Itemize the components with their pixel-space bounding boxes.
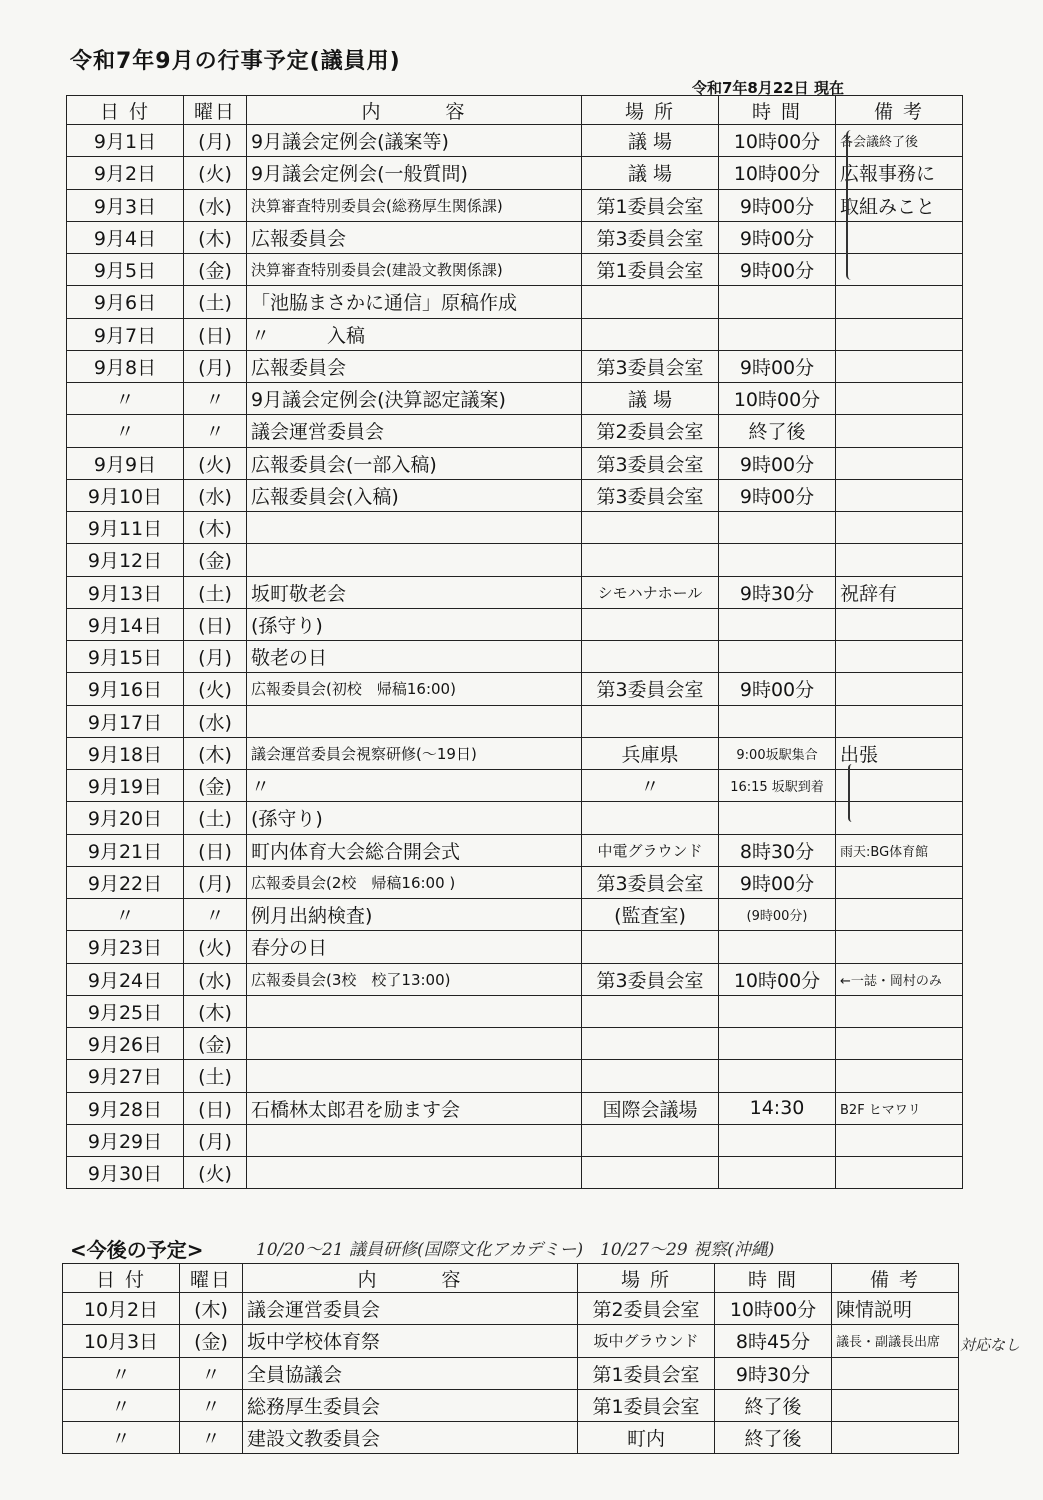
cell-notes: 議長・副議長出席 <box>832 1325 959 1357</box>
table-row <box>67 963 963 995</box>
table-row <box>67 931 963 963</box>
cell-time: 10時00分 <box>719 157 836 189</box>
cell-dow: (土) <box>184 802 247 834</box>
cell-date: 9月30日 <box>67 1157 184 1189</box>
upcoming-heading: <今後の予定> <box>70 1238 204 1262</box>
cell-time: 9時00分 <box>719 673 836 705</box>
cell-content: 決算審査特別委員会(総務厚生関係課) <box>247 189 582 221</box>
cell-dow: 〃 <box>184 415 247 447</box>
table-row <box>67 254 963 286</box>
cell-content <box>247 1060 582 1092</box>
page-title: 令和7年9月の行事予定(議員用) <box>70 49 401 74</box>
cell-dow: (水) <box>184 705 247 737</box>
cell-place: 第3委員会室 <box>582 963 719 995</box>
cell-date: 9月24日 <box>67 963 184 995</box>
cell-notes <box>836 705 963 737</box>
cell-time: 10時00分 <box>719 125 836 157</box>
cell-notes <box>836 479 963 511</box>
cell-time: 終了後 <box>719 415 836 447</box>
header-notes: 備 考 <box>832 1264 959 1293</box>
cell-time: 9時00分 <box>719 447 836 479</box>
cell-place: 町内 <box>578 1422 715 1454</box>
cell-time: 14:30 <box>719 1092 836 1124</box>
cell-time <box>719 705 836 737</box>
cell-dow: (金) <box>184 1028 247 1060</box>
cell-content: 坂町敬老会 <box>247 576 582 608</box>
cell-date: 9月18日 <box>67 737 184 769</box>
cell-place: 議 場 <box>582 125 719 157</box>
cell-time <box>719 1028 836 1060</box>
cell-dow: (火) <box>184 931 247 963</box>
header-time: 時 間 <box>715 1264 832 1293</box>
cell-notes <box>836 512 963 544</box>
cell-content: 「池脇まさかに通信」原稿作成 <box>247 286 582 318</box>
cell-date: 9月14日 <box>67 608 184 640</box>
cell-date: 9月17日 <box>67 705 184 737</box>
cell-content: 広報委員会(初校 帰稿16:00) <box>247 673 582 705</box>
cell-time: 8時30分 <box>719 834 836 866</box>
cell-place: 国際会議場 <box>582 1092 719 1124</box>
cell-content: 議会運営委員会視察研修(～19日) <box>247 737 582 769</box>
table-row <box>67 802 963 834</box>
cell-place: 第3委員会室 <box>582 350 719 382</box>
cell-date: 9月11日 <box>67 512 184 544</box>
cell-time: 10時00分 <box>715 1293 832 1325</box>
cell-content: (孫守り) <box>247 608 582 640</box>
cell-date: 〃 <box>67 415 184 447</box>
cell-time <box>719 1124 836 1156</box>
table-row <box>67 1092 963 1124</box>
cell-place: 第3委員会室 <box>582 866 719 898</box>
cell-content: 例月出納検査) <box>247 899 582 931</box>
cell-place: 第1委員会室 <box>578 1389 715 1421</box>
cell-date: 9月19日 <box>67 770 184 802</box>
cell-notes: 出張 <box>836 737 963 769</box>
cell-date: 9月8日 <box>67 350 184 382</box>
header-time: 時 間 <box>719 96 836 125</box>
table-row <box>67 705 963 737</box>
header-notes: 備 考 <box>836 96 963 125</box>
cell-content: 総務厚生委員会 <box>243 1389 578 1421</box>
cell-content <box>247 1124 582 1156</box>
cell-time: 10時00分 <box>719 383 836 415</box>
cell-date: 9月23日 <box>67 931 184 963</box>
cell-dow: (水) <box>184 479 247 511</box>
cell-content: 〃 入稿 <box>247 318 582 350</box>
table-row <box>67 1124 963 1156</box>
cell-content: 広報委員会(3校 校了13:00) <box>247 963 582 995</box>
cell-place: 第2委員会室 <box>578 1293 715 1325</box>
cell-date: 9月1日 <box>67 125 184 157</box>
header-dow: 曜日 <box>184 96 247 125</box>
cell-time <box>719 1060 836 1092</box>
cell-dow: (金) <box>184 544 247 576</box>
table-row <box>67 512 963 544</box>
cell-dow: (土) <box>184 576 247 608</box>
cell-dow: 〃 <box>184 383 247 415</box>
upcoming-handwritten-note: 10/20～21 議員研修(国際文化アカデミー) 10/27～29 視察(沖縄) <box>256 1240 775 1260</box>
cell-place <box>582 286 719 318</box>
cell-date: 9月22日 <box>67 866 184 898</box>
table-row <box>63 1293 959 1325</box>
table-row <box>63 1422 959 1454</box>
cell-place <box>582 318 719 350</box>
cell-time: (9時00分) <box>719 899 836 931</box>
cell-notes: 祝辞有 <box>836 576 963 608</box>
cell-dow: 〃 <box>180 1422 243 1454</box>
cell-time: 10時00分 <box>719 963 836 995</box>
cell-notes <box>836 544 963 576</box>
table-row <box>67 383 963 415</box>
cell-dow: (土) <box>184 1060 247 1092</box>
cell-content: 石橋林太郎君を励ます会 <box>247 1092 582 1124</box>
cell-place: 議 場 <box>582 157 719 189</box>
cell-notes <box>836 673 963 705</box>
cell-dow: (木) <box>180 1293 243 1325</box>
header-content: 内 容 <box>247 96 582 125</box>
upcoming-header-row <box>63 1264 959 1293</box>
cell-notes <box>836 1157 963 1189</box>
cell-place <box>582 512 719 544</box>
cell-dow: (木) <box>184 737 247 769</box>
cell-time <box>719 802 836 834</box>
cell-dow: (金) <box>180 1325 243 1357</box>
cell-time <box>719 1157 836 1189</box>
header-place: 場 所 <box>578 1264 715 1293</box>
table-row <box>67 447 963 479</box>
table-row <box>67 350 963 382</box>
table-row <box>67 415 963 447</box>
cell-notes <box>836 350 963 382</box>
cell-content: 春分の日 <box>247 931 582 963</box>
as-of-date: 令和7年8月22日 現在 <box>692 79 844 97</box>
cell-date: 10月3日 <box>63 1325 180 1357</box>
cell-dow: (火) <box>184 673 247 705</box>
cell-place: 第2委員会室 <box>582 415 719 447</box>
cell-place: 第3委員会室 <box>582 221 719 253</box>
table-row <box>67 641 963 673</box>
table-row <box>63 1325 959 1357</box>
cell-content: 広報委員会 <box>247 350 582 382</box>
cell-content: 広報委員会(入稿) <box>247 479 582 511</box>
cell-place: 議 場 <box>582 383 719 415</box>
cell-date: 9月3日 <box>67 189 184 221</box>
cell-content: (孫守り) <box>247 802 582 834</box>
table-row <box>67 157 963 189</box>
cell-date: 9月2日 <box>67 157 184 189</box>
cell-time: 8時45分 <box>715 1325 832 1357</box>
upcoming-table <box>62 1263 959 1454</box>
cell-dow: (金) <box>184 770 247 802</box>
cell-notes <box>832 1389 959 1421</box>
header-dow: 曜日 <box>180 1264 243 1293</box>
cell-content: 9月議会定例会(決算認定議案) <box>247 383 582 415</box>
cell-notes <box>836 899 963 931</box>
cell-dow: (月) <box>184 641 247 673</box>
table-row <box>67 673 963 705</box>
cell-content: 坂中学校体育祭 <box>243 1325 578 1357</box>
cell-notes <box>836 1060 963 1092</box>
cell-notes <box>836 383 963 415</box>
cell-dow: (日) <box>184 1092 247 1124</box>
cell-dow: 〃 <box>180 1389 243 1421</box>
table-row <box>67 834 963 866</box>
cell-notes: 雨天:BG体育館 <box>836 834 963 866</box>
table-row <box>67 899 963 931</box>
cell-content: 議会運営委員会 <box>243 1293 578 1325</box>
cell-time: 9時00分 <box>719 350 836 382</box>
cell-notes <box>836 318 963 350</box>
cell-content: 広報委員会(2校 帰稿16:00 ) <box>247 866 582 898</box>
cell-place: 第1委員会室 <box>582 254 719 286</box>
cell-dow: (木) <box>184 512 247 544</box>
cell-place: 坂中グラウンド <box>578 1325 715 1357</box>
table-row <box>67 189 963 221</box>
table-row <box>67 737 963 769</box>
table-row <box>67 1060 963 1092</box>
cell-time: 9時00分 <box>719 221 836 253</box>
cell-place: 兵庫県 <box>582 737 719 769</box>
cell-place <box>582 1028 719 1060</box>
cell-place: 〃 <box>582 770 719 802</box>
cell-dow: (土) <box>184 286 247 318</box>
cell-content: 建設文教委員会 <box>243 1422 578 1454</box>
cell-time: 終了後 <box>715 1389 832 1421</box>
cell-date: 9月6日 <box>67 286 184 318</box>
cell-notes <box>836 608 963 640</box>
cell-date: 9月10日 <box>67 479 184 511</box>
header-date: 日 付 <box>63 1264 180 1293</box>
cell-place: 第1委員会室 <box>578 1357 715 1389</box>
cell-time: 16:15 坂駅到着 <box>719 770 836 802</box>
cell-time: 9時00分 <box>719 479 836 511</box>
cell-place: 第3委員会室 <box>582 447 719 479</box>
cell-dow: (水) <box>184 189 247 221</box>
cell-date: 9月9日 <box>67 447 184 479</box>
cell-notes: 各会議終了後 <box>836 125 963 157</box>
cell-date: 〃 <box>63 1422 180 1454</box>
table-row <box>67 1028 963 1060</box>
cell-dow: 〃 <box>180 1357 243 1389</box>
cell-place <box>582 1124 719 1156</box>
cell-content <box>247 1157 582 1189</box>
cell-time <box>719 512 836 544</box>
cell-dow: (火) <box>184 1157 247 1189</box>
cell-dow: (木) <box>184 221 247 253</box>
cell-dow: (月) <box>184 866 247 898</box>
cell-content: 広報委員会 <box>247 221 582 253</box>
cell-notes: 取組みこと <box>836 189 963 221</box>
cell-notes <box>836 447 963 479</box>
cell-place <box>582 641 719 673</box>
cell-notes <box>836 1124 963 1156</box>
cell-content: 〃 <box>247 770 582 802</box>
cell-time: 9時00分 <box>719 866 836 898</box>
cell-dow: (月) <box>184 1124 247 1156</box>
cell-dow: (金) <box>184 254 247 286</box>
header-content: 内 容 <box>243 1264 578 1293</box>
header-row <box>67 96 963 125</box>
cell-date: 9月21日 <box>67 834 184 866</box>
cell-time <box>719 286 836 318</box>
cell-content <box>247 512 582 544</box>
cell-time <box>719 318 836 350</box>
cell-notes <box>836 641 963 673</box>
cell-place <box>582 608 719 640</box>
cell-content: 全員協議会 <box>243 1357 578 1389</box>
cell-time: 9時00分 <box>719 254 836 286</box>
cell-time: 9時30分 <box>719 576 836 608</box>
cell-date: 9月16日 <box>67 673 184 705</box>
cell-dow: (日) <box>184 318 247 350</box>
cell-date: 9月13日 <box>67 576 184 608</box>
cell-date: 9月27日 <box>67 1060 184 1092</box>
cell-time <box>719 608 836 640</box>
cell-place: 第3委員会室 <box>582 479 719 511</box>
schedule-table <box>66 95 963 1189</box>
cell-date: 〃 <box>63 1389 180 1421</box>
table-row <box>67 125 963 157</box>
cell-content <box>247 1028 582 1060</box>
cell-notes <box>836 931 963 963</box>
cell-place <box>582 705 719 737</box>
table-row <box>67 544 963 576</box>
cell-notes <box>836 1028 963 1060</box>
cell-place <box>582 544 719 576</box>
cell-time: 9時30分 <box>715 1357 832 1389</box>
cell-time: 9:00坂駅集合 <box>719 737 836 769</box>
cell-time <box>719 931 836 963</box>
cell-notes: ←一誌・岡村のみ <box>836 963 963 995</box>
upcoming-aside-note: 対応なし <box>960 1336 1021 1354</box>
cell-content: 決算審査特別委員会(建設文教関係課) <box>247 254 582 286</box>
cell-notes: B2F ヒマワリ <box>836 1092 963 1124</box>
cell-date: 9月20日 <box>67 802 184 834</box>
cell-date: 〃 <box>67 899 184 931</box>
cell-content: 9月議会定例会(一般質問) <box>247 157 582 189</box>
cell-dow: (火) <box>184 447 247 479</box>
cell-dow: 〃 <box>184 899 247 931</box>
table-row <box>67 479 963 511</box>
cell-place <box>582 931 719 963</box>
cell-date: 〃 <box>63 1357 180 1389</box>
table-row <box>67 770 963 802</box>
cell-content: 敬老の日 <box>247 641 582 673</box>
cell-place <box>582 1060 719 1092</box>
cell-time <box>719 995 836 1027</box>
cell-dow: (日) <box>184 608 247 640</box>
trip-brace <box>848 764 856 822</box>
cell-date: 9月29日 <box>67 1124 184 1156</box>
cell-date: 9月4日 <box>67 221 184 253</box>
cell-dow: (日) <box>184 834 247 866</box>
cell-notes: 広報事務に <box>836 157 963 189</box>
header-date: 日 付 <box>67 96 184 125</box>
cell-content <box>247 705 582 737</box>
cell-notes <box>836 286 963 318</box>
cell-notes <box>836 866 963 898</box>
table-row <box>67 608 963 640</box>
cell-notes <box>836 415 963 447</box>
table-row <box>67 995 963 1027</box>
notes-brace <box>846 130 856 280</box>
table-row <box>67 221 963 253</box>
cell-date: 9月5日 <box>67 254 184 286</box>
header-place: 場 所 <box>582 96 719 125</box>
cell-content <box>247 995 582 1027</box>
table-row <box>67 576 963 608</box>
cell-place: 第3委員会室 <box>582 673 719 705</box>
cell-date: 10月2日 <box>63 1293 180 1325</box>
cell-notes <box>832 1357 959 1389</box>
cell-date: 9月28日 <box>67 1092 184 1124</box>
table-row <box>63 1389 959 1421</box>
cell-time <box>719 641 836 673</box>
cell-notes <box>832 1422 959 1454</box>
cell-content: 9月議会定例会(議案等) <box>247 125 582 157</box>
cell-place <box>582 995 719 1027</box>
cell-date: 9月12日 <box>67 544 184 576</box>
cell-notes: 陳情説明 <box>832 1293 959 1325</box>
cell-dow: (火) <box>184 157 247 189</box>
cell-dow: (木) <box>184 995 247 1027</box>
cell-content: 議会運営委員会 <box>247 415 582 447</box>
cell-place: 中電グラウンド <box>582 834 719 866</box>
cell-date: 9月26日 <box>67 1028 184 1060</box>
cell-time: 終了後 <box>715 1422 832 1454</box>
cell-content: 町内体育大会総合開会式 <box>247 834 582 866</box>
cell-content: 広報委員会(一部入稿) <box>247 447 582 479</box>
table-row <box>67 1157 963 1189</box>
table-row <box>63 1357 959 1389</box>
cell-notes <box>836 995 963 1027</box>
cell-content <box>247 544 582 576</box>
cell-date: 9月7日 <box>67 318 184 350</box>
cell-time <box>719 544 836 576</box>
table-row <box>67 866 963 898</box>
cell-place <box>582 1157 719 1189</box>
cell-date: 9月15日 <box>67 641 184 673</box>
cell-date: 〃 <box>67 383 184 415</box>
cell-place <box>582 802 719 834</box>
cell-place: (監査室) <box>582 899 719 931</box>
cell-dow: (水) <box>184 963 247 995</box>
cell-place: シモハナホール <box>582 576 719 608</box>
cell-place: 第1委員会室 <box>582 189 719 221</box>
cell-time: 9時00分 <box>719 189 836 221</box>
cell-dow: (月) <box>184 350 247 382</box>
cell-dow: (月) <box>184 125 247 157</box>
table-row <box>67 318 963 350</box>
cell-date: 9月25日 <box>67 995 184 1027</box>
table-row <box>67 286 963 318</box>
